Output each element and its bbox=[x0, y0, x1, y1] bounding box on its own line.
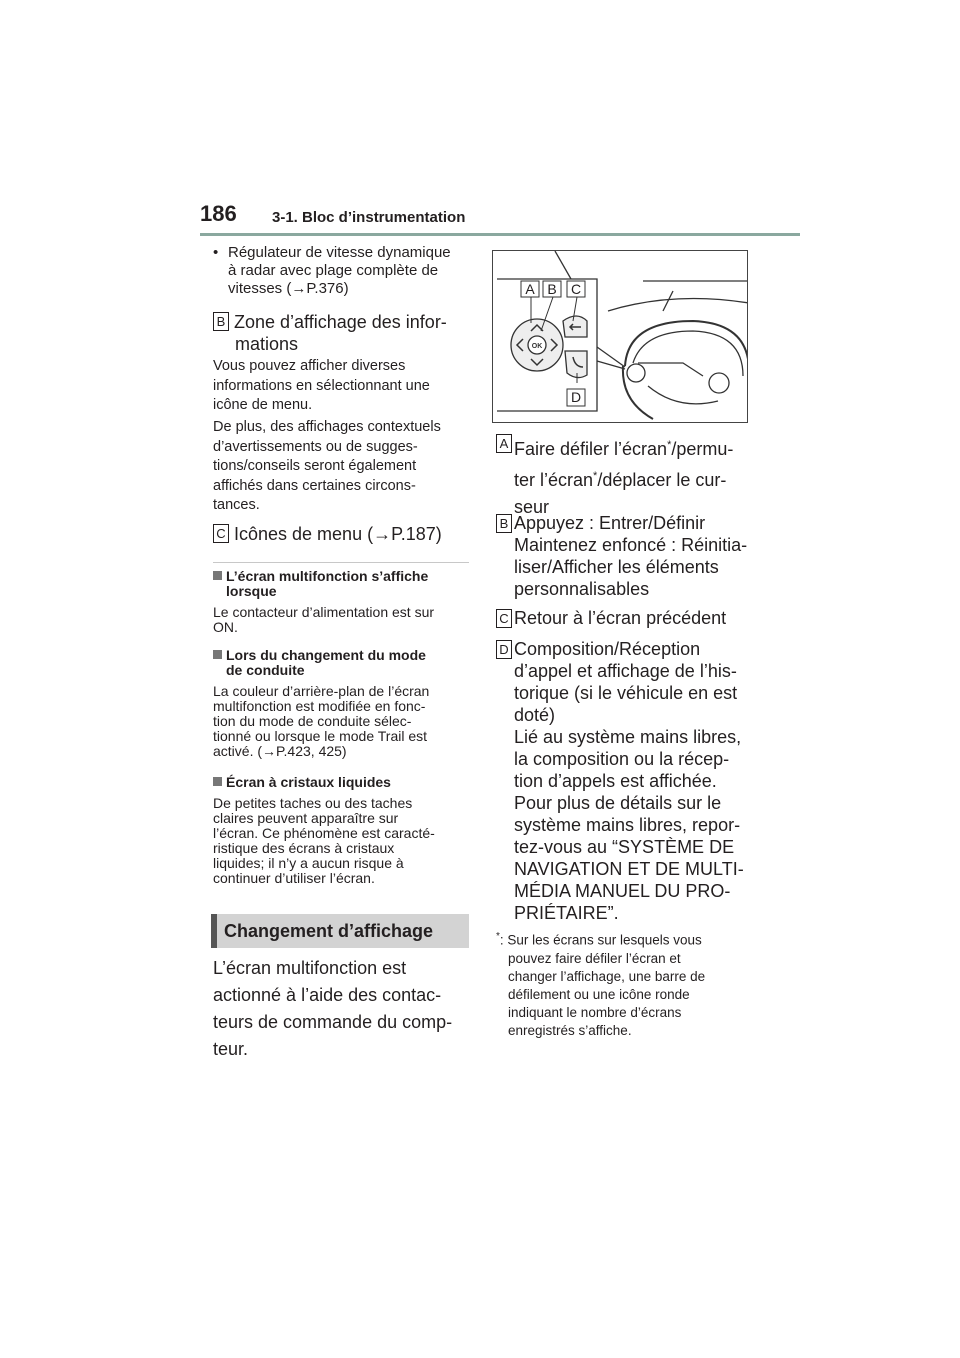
text-line: Composition/Réception bbox=[514, 639, 701, 659]
text-line: personnalisables bbox=[514, 579, 650, 599]
header-divider bbox=[200, 233, 800, 236]
footnote bbox=[496, 928, 746, 1040]
text-line: ON. bbox=[213, 619, 238, 635]
paragraph bbox=[213, 418, 471, 516]
callout-label-c: C bbox=[570, 281, 582, 297]
note-block bbox=[213, 648, 471, 759]
text-line: Lié au système mains libres, bbox=[514, 727, 742, 747]
callout-label-b: B bbox=[547, 281, 557, 297]
text-line: la composition ou la récep- bbox=[514, 749, 730, 769]
note-heading: L’écran multifonction s’affiche bbox=[226, 568, 429, 584]
text-line: tion d’appels est affichée. bbox=[514, 771, 717, 791]
text-line: l’écran. Ce phénomène est caracté- bbox=[213, 825, 435, 841]
text-line: tances. bbox=[213, 497, 260, 513]
callout-label-d: D bbox=[496, 640, 512, 659]
text-line: /déplacer le cur- bbox=[597, 470, 727, 490]
note-block bbox=[213, 569, 471, 635]
text-line: activé. (→P.423, 425) bbox=[213, 743, 347, 759]
illustration-drawing bbox=[493, 251, 748, 423]
text-line: d’avertissements ou de sugges- bbox=[213, 438, 418, 455]
footnote-marker: * bbox=[667, 439, 672, 451]
callout-label-d: D bbox=[570, 389, 582, 405]
intro-paragraph bbox=[213, 955, 471, 1063]
text-line: d’appel et affichage de l’his- bbox=[514, 661, 737, 681]
footnote-marker: * bbox=[496, 931, 500, 942]
text-line: tez-vous au “SYSTÈME DE bbox=[514, 837, 735, 857]
text-line: affichés dans certaines circons- bbox=[213, 477, 416, 494]
note-heading: lorsque bbox=[226, 583, 277, 599]
heading-menu-icons bbox=[213, 523, 471, 545]
text-line: L’écran multifonction est bbox=[213, 958, 407, 978]
text-line: NAVIGATION ET DE MULTI- bbox=[514, 859, 744, 879]
bullet-list-item bbox=[213, 244, 471, 298]
steering-switch-illustration bbox=[492, 250, 748, 423]
text-line: Maintenez enfoncé : Réinitia- bbox=[514, 535, 748, 555]
page-number: 186 bbox=[200, 201, 237, 226]
text-line: La couleur d’arrière-plan de l’écran bbox=[213, 683, 430, 699]
footnote-marker: * bbox=[593, 470, 598, 482]
text-line: indiquant le nombre d’écrans bbox=[508, 1004, 682, 1020]
heading-line: Zone d’affichage des infor- bbox=[234, 312, 447, 332]
callout-label-a: A bbox=[496, 434, 512, 453]
text-line: De plus, des affichages contextuels bbox=[213, 419, 441, 435]
text-line: défilement ou une icône ronde bbox=[508, 986, 690, 1002]
text-line: changer l’affichage, une barre de bbox=[508, 968, 706, 984]
callout-label-c: C bbox=[213, 524, 229, 543]
note-heading: de conduite bbox=[226, 662, 305, 678]
text-line: icône de menu. bbox=[213, 397, 313, 413]
text-line: teurs de commande du comp- bbox=[213, 1012, 453, 1032]
text-line: Vous pouvez afficher diverses bbox=[213, 358, 406, 374]
text-line: claires peuvent apparaître sur bbox=[213, 810, 399, 826]
callout-label-a: A bbox=[525, 281, 535, 297]
section-divider bbox=[213, 562, 469, 563]
text-line: Faire défiler l’écran bbox=[514, 439, 668, 459]
text-line: Appuyez : Entrer/Définir bbox=[514, 513, 706, 533]
square-bullet-icon bbox=[213, 777, 222, 786]
text-line: pouvez faire défiler l’écran et bbox=[508, 950, 681, 966]
square-bullet-icon bbox=[213, 650, 222, 659]
heading-line: mations bbox=[235, 334, 299, 354]
text-line: : Sur les écrans sur lesquels vous bbox=[499, 932, 702, 948]
text-line: liquides; il n’y a aucun risque à bbox=[213, 855, 404, 871]
text-line: Retour à l’écran précédent bbox=[514, 608, 727, 628]
legend-item-b bbox=[496, 512, 756, 600]
bullet-line: vitesses (→P.376) bbox=[228, 280, 349, 297]
text-line: torique (si le véhicule en est bbox=[514, 683, 738, 703]
text-line: actionné à l’aide des contac- bbox=[213, 985, 442, 1005]
text-line: système mains libres, repor- bbox=[514, 815, 741, 835]
text-line: ristique des écrans à cristaux bbox=[213, 840, 395, 856]
text-line: liser/Afficher les éléments bbox=[514, 557, 719, 577]
text-line: PRIÉTAIRE”. bbox=[514, 903, 619, 923]
note-heading: Écran à cristaux liquides bbox=[226, 774, 391, 790]
ok-button-label: OK bbox=[531, 343, 543, 350]
bullet-line: Régulateur de vitesse dynamique bbox=[228, 244, 451, 261]
text-line: Pour plus de détails sur le bbox=[514, 793, 722, 813]
text-line: continuer d’utiliser l’écran. bbox=[213, 870, 375, 886]
text-line: tion du mode de conduite sélec- bbox=[213, 713, 412, 729]
text-line: multifonction est modifiée en fonc- bbox=[213, 698, 426, 714]
bullet-dot: • bbox=[213, 244, 219, 261]
legend-item-a bbox=[496, 432, 756, 521]
legend-item-c bbox=[496, 607, 756, 629]
section-title: 3-1. Bloc d’instrumentation bbox=[272, 209, 466, 226]
bullet-line: à radar avec plage complète de bbox=[228, 262, 439, 279]
text-line: enregistrés s’affiche. bbox=[508, 1022, 632, 1038]
paragraph bbox=[213, 357, 471, 416]
text-line: informations en sélectionnant une bbox=[213, 377, 430, 394]
text-line: seur bbox=[514, 497, 550, 517]
text-line: teur. bbox=[213, 1039, 249, 1059]
text-line: tionné ou lorsque le mode Trail est bbox=[213, 728, 428, 744]
heading-text: Icônes de menu (→P.187) bbox=[234, 524, 442, 544]
text-line: ter l’écran bbox=[514, 470, 594, 490]
text-line: /permu- bbox=[671, 439, 734, 459]
callout-label-c: C bbox=[496, 609, 512, 628]
note-heading: Lors du changement du mode bbox=[226, 647, 426, 663]
text-line: doté) bbox=[514, 705, 556, 725]
callout-label-b: B bbox=[213, 312, 229, 331]
text-line: tions/conseils seront également bbox=[213, 458, 417, 474]
text-line: De petites taches ou des taches bbox=[213, 795, 413, 811]
legend-item-d bbox=[496, 638, 756, 924]
text-line: Le contacteur d’alimentation est sur bbox=[213, 604, 435, 620]
callout-label-b: B bbox=[496, 514, 512, 533]
text-line: MÉDIA MANUEL DU PRO- bbox=[514, 881, 731, 901]
square-bullet-icon bbox=[213, 571, 222, 580]
heading-info-zone bbox=[213, 311, 471, 355]
note-block bbox=[213, 775, 471, 886]
section-banner: Changement d’affichage bbox=[211, 914, 469, 948]
